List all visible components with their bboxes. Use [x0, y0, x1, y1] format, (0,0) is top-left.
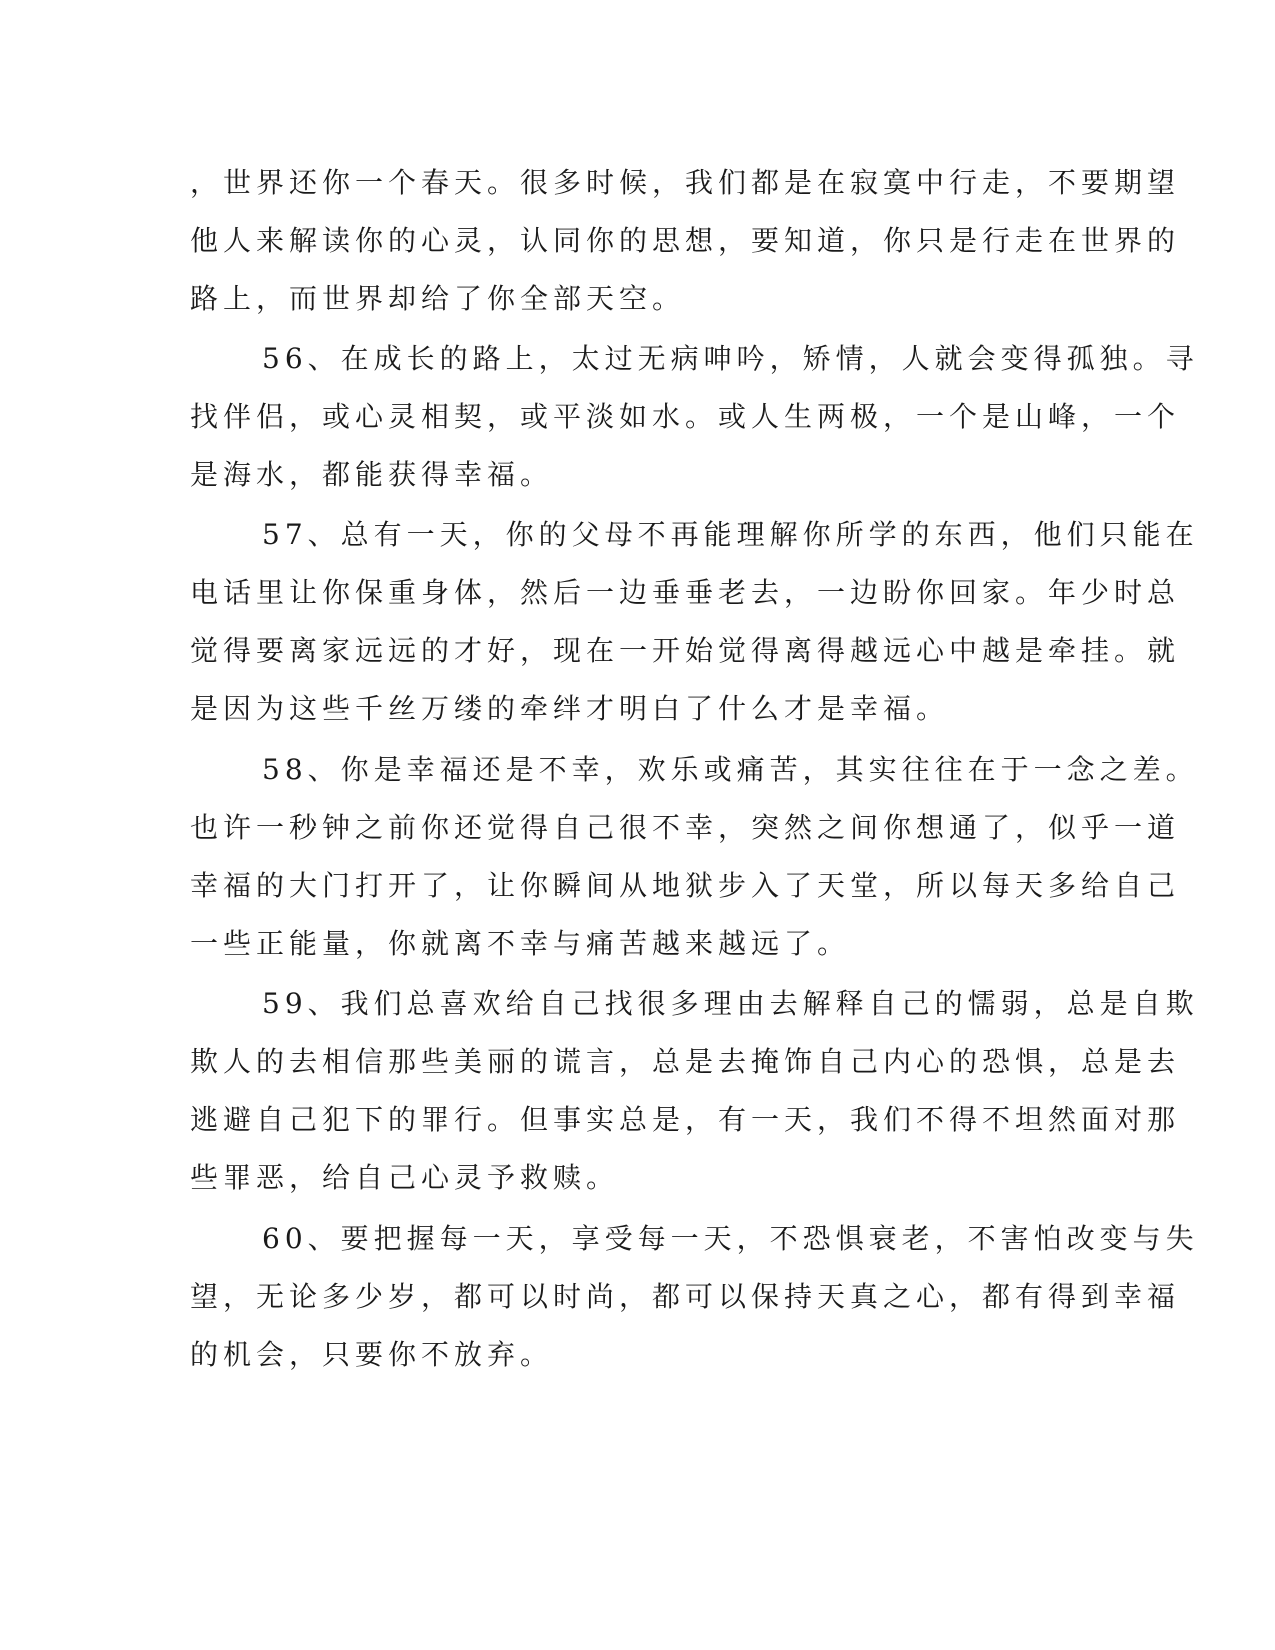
- text-line: 欺人的去相信那些美丽的谎言，总是去掩饰自己内心的恐惧，总是去: [190, 1045, 1181, 1078]
- text-line: 是海水，都能获得幸福。: [190, 458, 554, 491]
- text-line: 电话里让你保重身体，然后一边垂垂老去，一边盼你回家。年少时总: [190, 576, 1181, 609]
- text-line: 逃避自己犯下的罪行。但事实总是，有一天，我们不得不坦然面对那: [190, 1103, 1181, 1136]
- text-line: 找伴侣，或心灵相契，或平淡如水。或人生两极，一个是山峰，一个: [190, 400, 1181, 433]
- text-line: 是因为这些千丝万缕的牵绊才明白了什么才是幸福。: [190, 692, 950, 725]
- text-line: ，世界还你一个春天。很多时候，我们都是在寂寞中行走，不要期望: [190, 166, 1181, 199]
- paragraph-60-start: 60、要把握每一天，享受每一天，不恐惧衰老，不害怕改变与失: [262, 1222, 1199, 1255]
- text-line: 幸福的大门打开了，让你瞬间从地狱步入了天堂，所以每天多给自己: [190, 869, 1181, 902]
- text-line: 的机会，只要你不放弃。: [190, 1338, 554, 1371]
- text-line: 些罪恶，给自己心灵予救赎。: [190, 1161, 620, 1194]
- text-line: 望，无论多少岁，都可以时尚，都可以保持天真之心，都有得到幸福: [190, 1280, 1181, 1313]
- paragraph-59-start: 59、我们总喜欢给自己找很多理由去解释自己的懦弱，总是自欺: [262, 987, 1199, 1020]
- paragraph-56-start: 56、在成长的路上，太过无病呻吟，矫情，人就会变得孤独。寻: [262, 342, 1199, 375]
- text-line: 他人来解读你的心灵，认同你的思想，要知道，你只是行走在世界的: [190, 224, 1181, 257]
- text-line: 也许一秒钟之前你还觉得自己很不幸，突然之间你想通了，似乎一道: [190, 811, 1181, 844]
- text-line: 路上，而世界却给了你全部天空。: [190, 282, 686, 315]
- text-line: 一些正能量，你就离不幸与痛苦越来越远了。: [190, 927, 851, 960]
- paragraph-58-start: 58、你是幸福还是不幸，欢乐或痛苦，其实往往在于一念之差。: [262, 753, 1199, 786]
- text-line: 觉得要离家远远的才好，现在一开始觉得离得越远心中越是牵挂。就: [190, 634, 1181, 667]
- paragraph-57-start: 57、总有一天，你的父母不再能理解你所学的东西，他们只能在: [262, 518, 1199, 551]
